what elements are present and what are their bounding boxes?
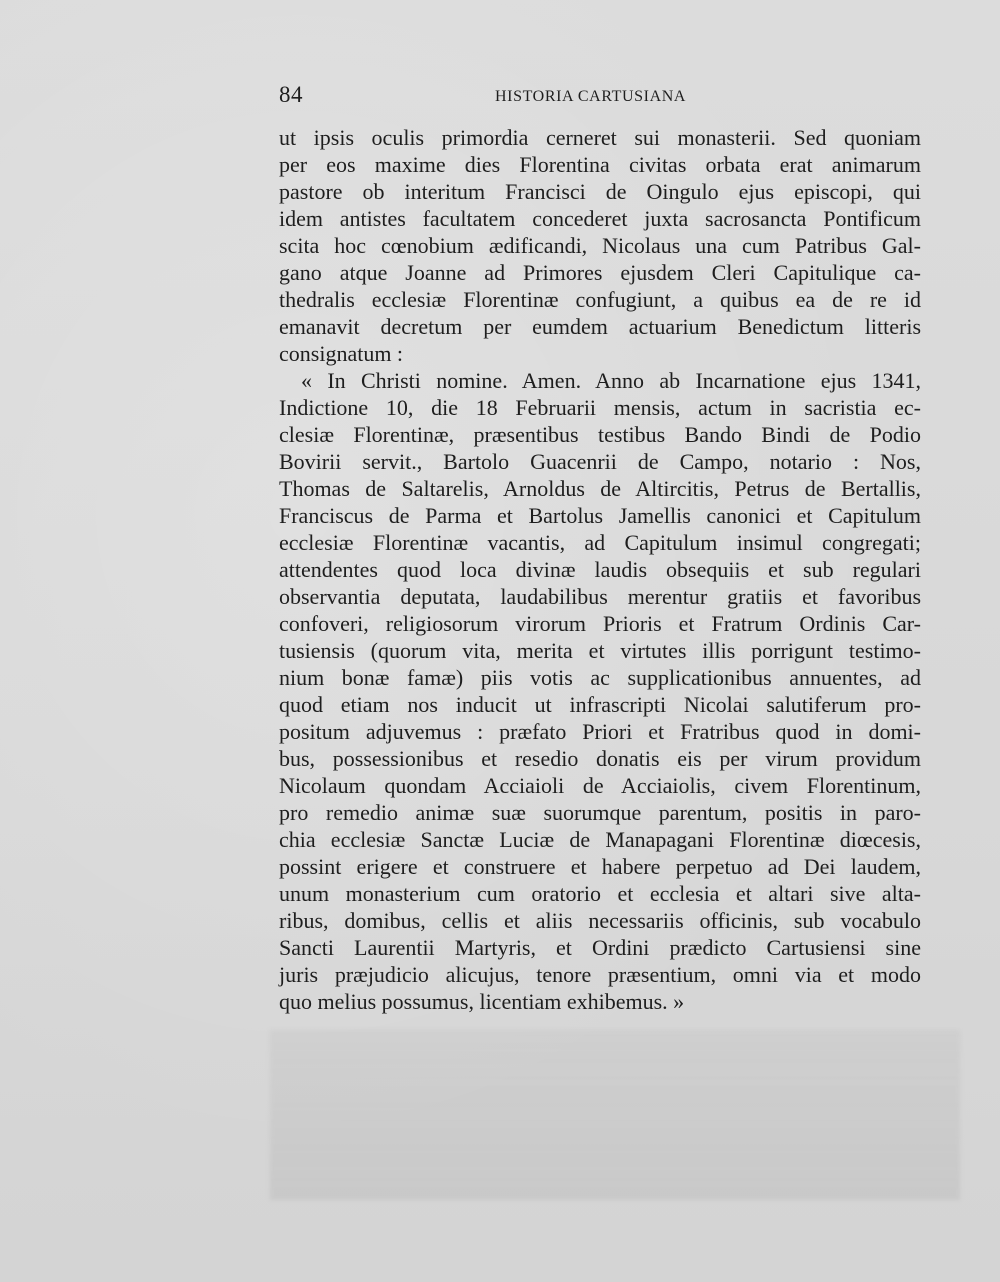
- text-line: attendentes quod loca divinæ laudis obsequiis et sub regulari: [279, 557, 921, 582]
- show-through-shadow: [270, 1030, 960, 1200]
- text-line: emanavit decretum per eumdem actuarium Benedictum litteris: [279, 314, 921, 339]
- text-line: per eos maxime dies Florentina civitas orbata erat animarum: [279, 152, 921, 177]
- text-line: confoveri, religiosorum virorum Prioris et Fratrum Ordinis Car-: [279, 611, 921, 636]
- running-title: HISTORIA CARTUSIANA: [495, 88, 687, 105]
- text-line: Sancti Laurentii Martyris, et Ordini prædicto Cartusiensi sine: [279, 935, 921, 960]
- text-line: possint erigere et construere et habere perpetuo ad Dei laudem,: [279, 854, 921, 879]
- text-line: Thomas de Saltarelis, Arnoldus de Altircitis, Petrus de Bertallis,: [279, 476, 921, 501]
- body-text: [279, 124, 921, 1015]
- text-line: observantia deputata, laudabilibus merentur gratiis et favoribus: [279, 584, 921, 609]
- text-line: Bovirii servit., Bartolo Guacenrii de Campo, notario : Nos,: [279, 449, 921, 474]
- text-line: clesiæ Florentinæ, præsentibus testibus Bando Bindi de Podio: [279, 422, 921, 447]
- text-line: scita hoc cœnobium ædificandi, Nicolaus una cum Patribus Gal-: [279, 233, 921, 258]
- text-line: idem antistes facultatem concederet juxta sacrosancta Pontificum: [279, 206, 921, 231]
- text-line: unum monasterium cum oratorio et ecclesia et altari sive alta-: [279, 881, 921, 906]
- text-line: Indictione 10, die 18 Februarii mensis, actum in sacristia ec-: [279, 395, 921, 420]
- text-line: pastore ob interitum Francisci de Oingulo ejus episcopi, qui: [279, 179, 921, 204]
- text-line: chia ecclesiæ Sanctæ Luciæ de Manapagani Florentinæ diœcesis,: [279, 827, 921, 852]
- text-line: thedralis ecclesiæ Florentinæ confugiunt, a quibus ea de re id: [279, 287, 921, 312]
- text-line: positum adjuvemus : præfato Priori et Fratribus quod in domi-: [279, 719, 921, 744]
- text-line: ecclesiæ Florentinæ vacantis, ad Capitulum insimul congregati;: [279, 530, 921, 555]
- text-line: gano atque Joanne ad Primores ejusdem Cleri Capitulique ca-: [279, 260, 921, 285]
- text-line: « In Christi nomine. Amen. Anno ab Incarnatione ejus 1341,: [301, 368, 921, 393]
- text-line: juris præjudicio alicujus, tenore præsentium, omni via et modo: [279, 962, 921, 987]
- page-number: 84: [279, 82, 303, 107]
- text-line: quod etiam nos inducit ut infrascripti Nicolai salutiferum pro-: [279, 692, 921, 717]
- text-line: Franciscus de Parma et Bartolus Jamellis canonici et Capitulum: [279, 503, 921, 528]
- text-line: ribus, domibus, cellis et aliis necessariis officinis, sub vocabulo: [279, 908, 921, 933]
- text-line: consignatum :: [279, 341, 404, 366]
- text-line: quo melius possumus, licentiam exhibemus. »: [279, 989, 685, 1014]
- text-line: nium bonæ famæ) piis votis ac supplicationibus annuentes, ad: [279, 665, 921, 690]
- text-line: bus, possessionibus et resedio donatis eis per virum providum: [279, 746, 921, 771]
- page-header: [279, 80, 920, 120]
- text-line: Nicolaum quondam Acciaioli de Acciaiolis, civem Florentinum,: [279, 773, 921, 798]
- text-line: pro remedio animæ suæ suorumque parentum, positis in paro-: [279, 800, 921, 825]
- text-line: tusiensis (quorum vita, merita et virtutes illis porrigunt testimo-: [279, 638, 921, 663]
- text-line: ut ipsis oculis primordia cerneret sui monasterii. Sed quoniam: [279, 125, 921, 150]
